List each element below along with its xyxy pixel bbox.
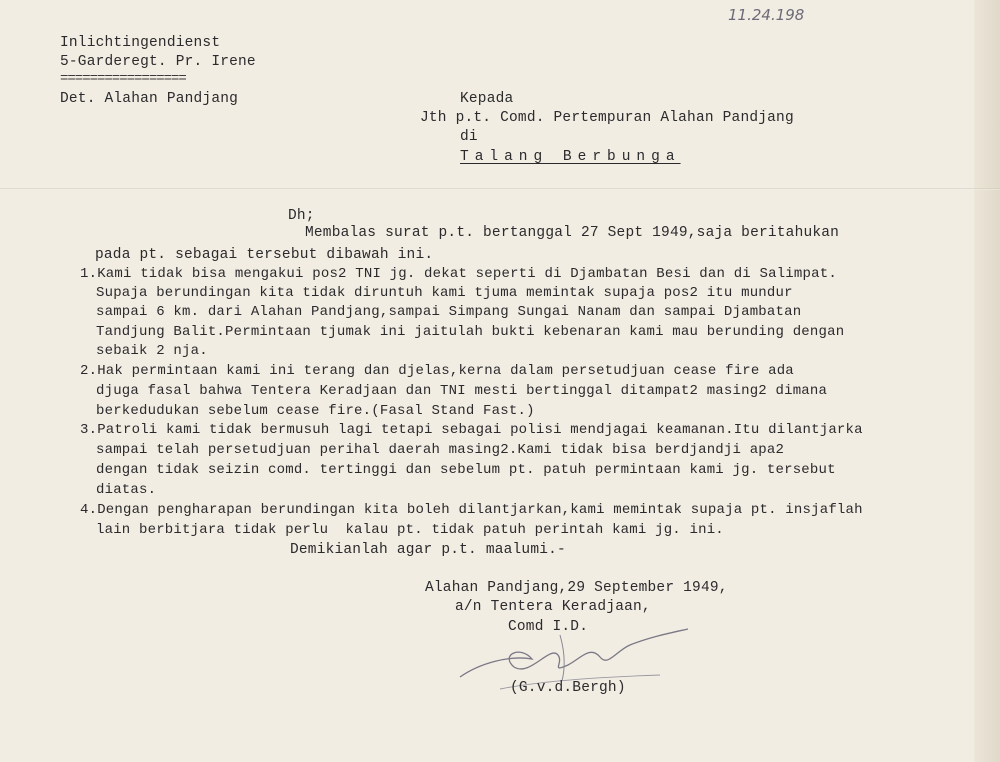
on-behalf-of: a/n Tentera Keradjaan, (455, 599, 651, 615)
paragraph-1-line-2: Supaja berundingan kita tidak diruntuh kami tjuma memintak supaja pos2 itu mundur (96, 285, 793, 301)
sender-line-3: Det. Alahan Pandjang (60, 91, 239, 107)
paragraph-1-line-3: sampai 6 km. dari Alahan Pandjang,sampai Simpang Sungai Nanam dan sampai Djambatan (96, 304, 802, 320)
signatory-name: (G.v.d.Bergh) (510, 680, 626, 696)
closing-line: Demikianlah agar p.t. maalumi.- (290, 542, 566, 558)
recipient-location: Talang Berbunga (460, 149, 681, 165)
paragraph-1-line-1: 1.Kami tidak bisa mengakui pos2 TNI jg. dekat seperti di Djambatan Besi dan di Salimpat. (80, 266, 837, 282)
recipient-line-3: di (460, 129, 478, 145)
paragraph-3-line-4: diatas. (96, 482, 157, 498)
paragraph-2-line-2: djuga fasal bahwa Tentera Keradjaan dan TNI mesti bertinggal ditampat2 masing2 dimana (96, 383, 828, 399)
paper-fold-line (0, 188, 1000, 190)
paragraph-2-line-3: berkedudukan sebelum cease fire.(Fasal Stand Fast.) (96, 403, 535, 419)
sender-line-2: 5-Garderegt. Pr. Irene (60, 54, 256, 70)
intro-line-2: pada pt. sebagai tersebut dibawah ini. (95, 247, 434, 263)
paragraph-4-line-2: lain berbitjara tidak perlu kalau pt. tidak patuh perintah kami jg. ini. (96, 522, 724, 538)
paragraph-3-line-1: 3.Patroli kami tidak bermusuh lagi tetapi sebagai polisi mendjagai keamanan.Itu dilantjarka (80, 422, 863, 438)
paragraph-3-line-3: dengan tidak seizin comd. tertinggi dan sebelum pt. patuh permintaan kami jg. tersebut (96, 462, 836, 478)
paragraph-3-line-2: sampai telah persetudjuan perihal daerah masing2.Kami tidak bisa berdjandji apa2 (96, 442, 785, 458)
signatory-title: Comd I.D. (508, 619, 589, 635)
sender-line-1: Inlichtingendienst (60, 35, 221, 51)
sender-separator: ================= (60, 71, 186, 87)
paragraph-4-line-1: 4.Dengan pengharapan berundingan kita boleh dilantjarkan,kami memintak supaja pt. insjaflah (80, 502, 863, 518)
salutation: Dh; (288, 208, 315, 224)
recipient-line-2: Jth p.t. Comd. Pertempuran Alahan Pandjang (420, 110, 794, 126)
page-edge (974, 0, 1000, 762)
paragraph-1-line-4: Tandjung Balit.Permintaan tjumak ini jaitulah bukti kebenaran kami mau berunding dengan (96, 324, 845, 340)
paragraph-2-line-1: 2.Hak permintaan kami ini terang dan djelas,kerna dalam persetudjuan cease fire ada (80, 363, 794, 379)
archive-number: 11.24.198 (728, 6, 805, 24)
place-date: Alahan Pandjang,29 September 1949, (425, 580, 728, 596)
paragraph-1-line-5: sebaik 2 nja. (96, 343, 208, 359)
intro-line-1: Membalas surat p.t. bertanggal 27 Sept 1949,saja beritahukan (305, 225, 840, 241)
recipient-line-1: Kepada (460, 91, 514, 107)
